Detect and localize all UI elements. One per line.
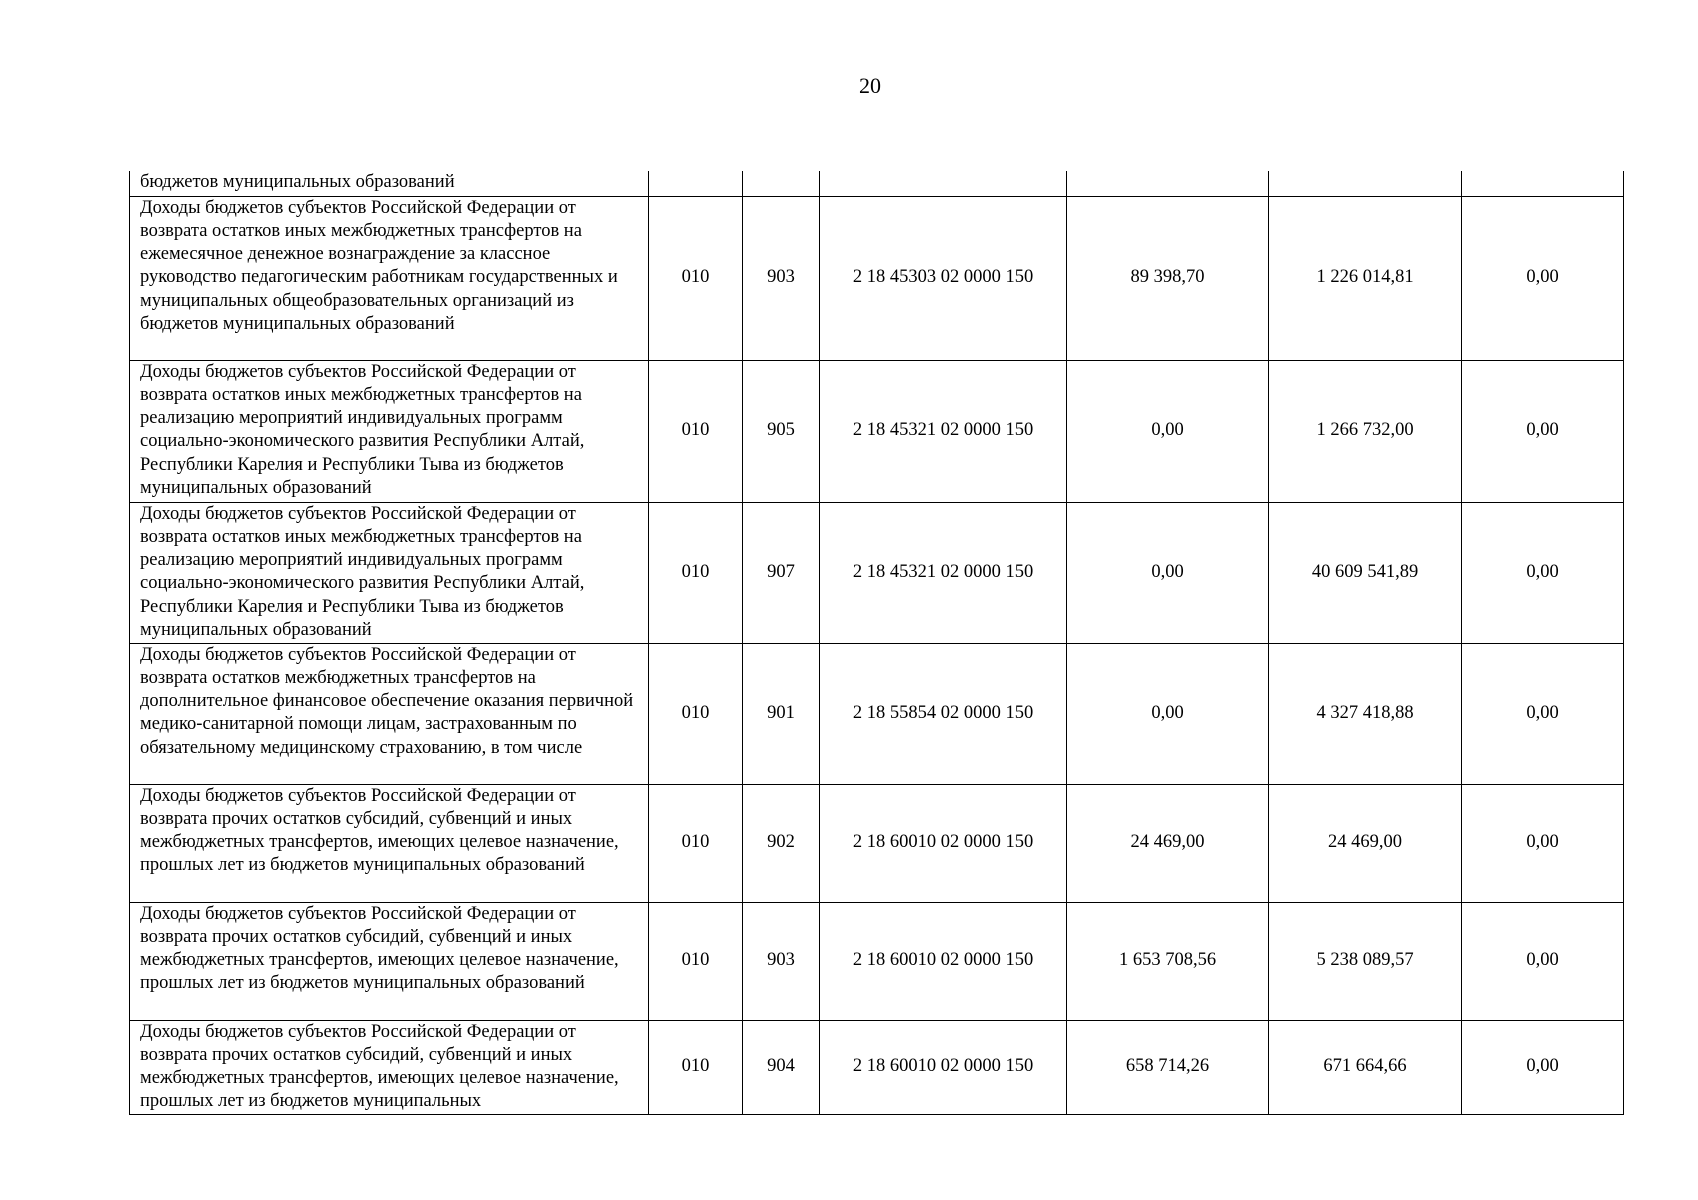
cell-c2: 903	[743, 902, 820, 1020]
table-row	[130, 502, 1624, 643]
cell-v1: 658 714,26	[1067, 1020, 1269, 1114]
cell-v3: 0,00	[1462, 902, 1624, 1020]
cell-code: 2 18 60010 02 0000 150	[820, 902, 1067, 1020]
row-name: Доходы бюджетов субъектов Российской Федерации от возврата остатков иных межбюджетных трансфертов на ежемесячное денежное вознаграждение за классное руководство педагогическим работникам государственных и муниципальных общеобразовательных организаций из бюджетов муниципальных образований	[130, 196, 649, 360]
row-name: бюджетов муниципальных образований	[130, 171, 649, 196]
cell-v2: 40 609 541,89	[1269, 502, 1462, 643]
cell-code: 2 18 45303 02 0000 150	[820, 196, 1067, 360]
cell-v1: 0,00	[1067, 502, 1269, 643]
cell-code: 2 18 45321 02 0000 150	[820, 502, 1067, 643]
cell-v3: 0,00	[1462, 643, 1624, 784]
row-name: Доходы бюджетов субъектов Российской Федерации от возврата прочих остатков субсидий, субвенций и иных межбюджетных трансфертов, имеющих целевое назначение, прошлых лет из бюджетов муниципальных образований	[130, 784, 649, 902]
cell-v1: 1 653 708,56	[1067, 902, 1269, 1020]
table-row	[130, 784, 1624, 902]
cell-v1: 0,00	[1067, 643, 1269, 784]
table-row	[130, 643, 1624, 784]
row-name: Доходы бюджетов субъектов Российской Федерации от возврата прочих остатков субсидий, субвенций и иных межбюджетных трансфертов, имеющих целевое назначение, прошлых лет из бюджетов муниципальных образований	[130, 902, 649, 1020]
cell-v3: 0,00	[1462, 784, 1624, 902]
cell-v2	[1269, 171, 1462, 196]
cell-c1: 010	[649, 1020, 743, 1114]
cell-c2: 907	[743, 502, 820, 643]
cell-v2: 671 664,66	[1269, 1020, 1462, 1114]
cell-c1: 010	[649, 196, 743, 360]
cell-v1: 0,00	[1067, 360, 1269, 502]
cell-code: 2 18 55854 02 0000 150	[820, 643, 1067, 784]
cell-v2: 24 469,00	[1269, 784, 1462, 902]
table-row	[130, 1020, 1624, 1114]
cell-c2: 903	[743, 196, 820, 360]
cell-c1	[649, 171, 743, 196]
cell-code: 2 18 60010 02 0000 150	[820, 1020, 1067, 1114]
table-row	[130, 360, 1624, 502]
cell-v3: 0,00	[1462, 360, 1624, 502]
cell-v3: 0,00	[1462, 502, 1624, 643]
cell-v2: 1 226 014,81	[1269, 196, 1462, 360]
page-number: 20	[859, 73, 881, 98]
cell-v1: 24 469,00	[1067, 784, 1269, 902]
table-row	[130, 902, 1624, 1020]
cell-c1: 010	[649, 360, 743, 502]
table-row	[130, 171, 1624, 196]
cell-v2: 4 327 418,88	[1269, 643, 1462, 784]
cell-code: 2 18 45321 02 0000 150	[820, 360, 1067, 502]
cell-c2	[743, 171, 820, 196]
cell-c2: 904	[743, 1020, 820, 1114]
cell-c2: 902	[743, 784, 820, 902]
cell-code: 2 18 60010 02 0000 150	[820, 784, 1067, 902]
cell-v1: 89 398,70	[1067, 196, 1269, 360]
cell-v2: 1 266 732,00	[1269, 360, 1462, 502]
cell-v3: 0,00	[1462, 196, 1624, 360]
cell-v2: 5 238 089,57	[1269, 902, 1462, 1020]
cell-c2: 901	[743, 643, 820, 784]
cell-c1: 010	[649, 784, 743, 902]
revenue-table	[129, 171, 1624, 1115]
cell-v3: 0,00	[1462, 1020, 1624, 1114]
cell-c1: 010	[649, 902, 743, 1020]
row-name: Доходы бюджетов субъектов Российской Федерации от возврата остатков иных межбюджетных трансфертов на реализацию мероприятий индивидуальных программ социально-экономического развития Республики Алтай, Республики Карелия и Республики Тыва из бюджетов муниципальных образований	[130, 502, 649, 643]
cell-v3	[1462, 171, 1624, 196]
table-row	[130, 196, 1624, 360]
cell-c1: 010	[649, 502, 743, 643]
cell-v1	[1067, 171, 1269, 196]
row-name: Доходы бюджетов субъектов Российской Федерации от возврата остатков межбюджетных трансфертов на дополнительное финансовое обеспечение оказания первичной медико-санитарной помощи лицам, застрахованным по обязательному медицинскому страхованию, в том числе	[130, 643, 649, 784]
cell-c2: 905	[743, 360, 820, 502]
cell-c1: 010	[649, 643, 743, 784]
row-name: Доходы бюджетов субъектов Российской Федерации от возврата прочих остатков субсидий, субвенций и иных межбюджетных трансфертов, имеющих целевое назначение, прошлых лет из бюджетов муниципальных	[130, 1020, 649, 1114]
cell-code	[820, 171, 1067, 196]
row-name: Доходы бюджетов субъектов Российской Федерации от возврата остатков иных межбюджетных трансфертов на реализацию мероприятий индивидуальных программ социально-экономического развития Республики Алтай, Республики Карелия и Республики Тыва из бюджетов муниципальных образований	[130, 360, 649, 502]
